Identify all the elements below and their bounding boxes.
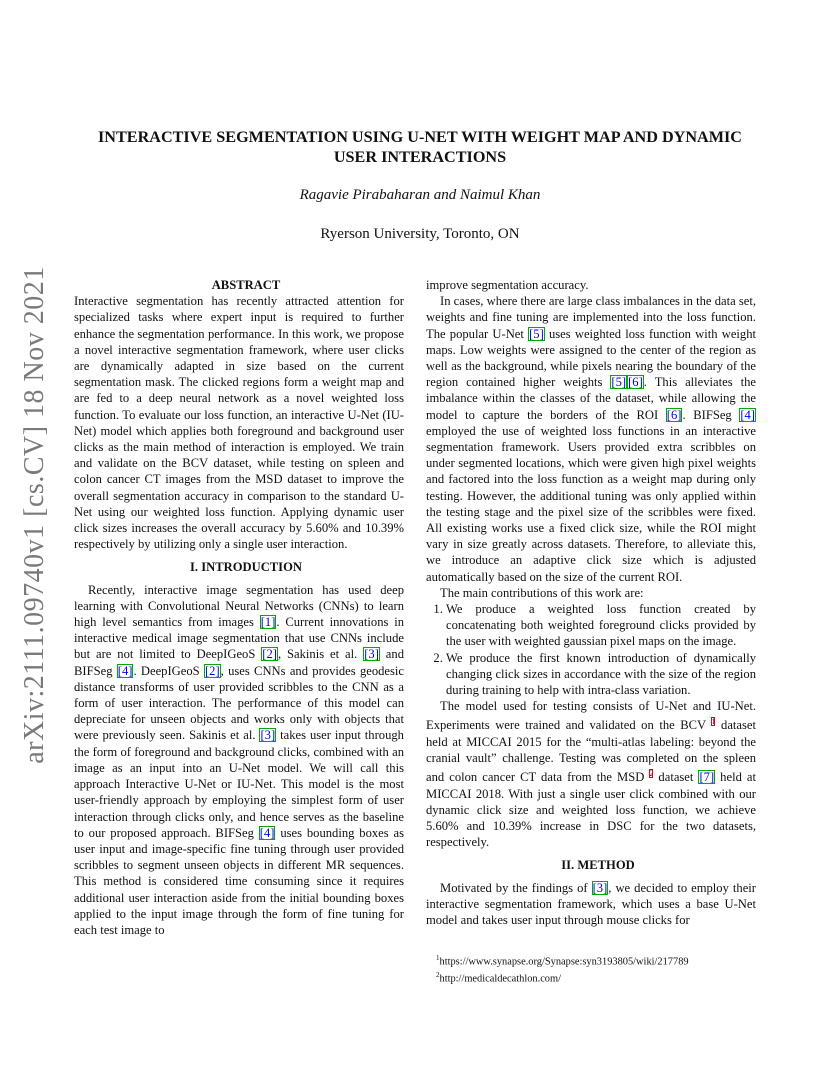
list-item: 2. We produce the first known introduction of dynamically changing click sizes in accordance with the size of the region during training to help with intra-class variation.	[446, 650, 756, 699]
citation-link[interactable]: [1]	[260, 615, 276, 630]
abstract-heading: ABSTRACT	[211, 278, 281, 292]
arxiv-stamp-text: arXiv:2111.09740v1 [cs.CV] 18 Nov 2021	[19, 266, 50, 764]
footnote-link[interactable]: 2	[649, 769, 654, 779]
citation-link[interactable]: [3]	[260, 728, 276, 743]
citation-link[interactable]: [2]	[262, 647, 277, 662]
affiliation: Ryerson University, Toronto, ON	[320, 226, 520, 242]
intro-paragraph-3: The model used for testing consists of U-Net and IU-Net. Experiments were trained and validated on the BCV $^1$ dataset held at MICCAI 2015 for the “multi-atlas labeling: beyond the cranial vault” challenge. Testing was completed on the spleen and colon cancer CT data from the MSD $^2$ dataset [7] held at MICCAI 2018. With just a single user click combined with our dynamic click size and weighted loss function, we achieve 5.60% and 10.39% increase in DSC for the two datasets, respectively.	[426, 699, 757, 850]
footnote-url[interactable]: https://www.synapse.org/Synapse:syn3193805/wiki/217789	[439, 956, 689, 968]
right-column	[426, 277, 756, 928]
citation-link[interactable]: [3]	[364, 647, 379, 662]
citation-link[interactable]: [3]	[592, 880, 608, 895]
intro-paragraph-1-continued: improve segmentation accuracy.	[426, 278, 589, 292]
citation-link[interactable]: [4]	[259, 825, 275, 840]
method-heading: II. METHOD	[561, 858, 635, 873]
footnotes	[436, 952, 689, 986]
citation-link[interactable]: [5]	[529, 326, 544, 341]
citation-link[interactable]: [4]	[740, 407, 755, 422]
citation-link[interactable]: [6]	[628, 375, 643, 390]
citation-link[interactable]: [7]	[699, 770, 715, 785]
citation-link[interactable]: [4]	[117, 663, 133, 678]
method-paragraph-1: Motivated by the findings of [3], we decided to employ their interactive segmentation framework, which uses a base U-Net model and takes user input through mouse clicks for	[426, 880, 756, 928]
abstract-text: Interactive segmentation has recently attracted attention for specialized tasks where expert input is required to further enhance the segmentation performance. In this work, we propose a novel interactive segmentation framework, where user clicks are dynamically adapted in size based on the current segmentation mask. The clicked regions form a weight map and are fed to a deep neural network as a novel weighted loss function. To evaluate our loss function, an interactive U-Net (IU-Net) model which applies both foreground and background user clicks as the main method of interaction is employed. We train and validate on the BCV dataset, while testing on spleen and colon cancer CT images from the MSD dataset to improve the overall segmentation accuracy in comparison to the standard U-Net using our weighted loss function. Applying dynamic user click sizes increases the overall accuracy by 5.60% and 10.39% respectively by utilizing only a single user interaction.	[74, 294, 404, 552]
intro-paragraph-1: Recently, interactive image segmentation has used deep learning with Convolutional Neural Networks (CNNs) to learn high level semantics from images [1]. Current innovations in interactive medical image segmentation that use CNNs include but are not limited to DeepIGeoS [2], Sakinis et al. [3] and BIFSeg [4]. DeepIGeoS [2], uses CNNs and provides geodesic distance transforms of user provided scribbles to the CNN as a form of user interaction. The performance of this model can depreciate for unseen objects and works only with objects that were previously seen. Sakinis et al. [3] takes user input through the form of foreground and background clicks, combined with an image as an input into an U-Net model. We will call this approach Interactive U-Net or IU-Net. This model is the most user-friendly approach by employing the simplest form of user interaction through clicks only, and hence serves as the baseline to our proposed approach. BIFSeg [4] uses bounding boxes as user input and image-specific fine tuning through user provided scribbles to segment unseen objects in different MR sequences. This method is considered time consuming since it requires additional user interaction aside from the initial bounding boxes applied to the input image through the form of fine tuning for each test image to	[74, 582, 405, 937]
footnote-url[interactable]: http://medicaldecathlon.com/	[439, 973, 561, 985]
citation-link[interactable]: [6]	[666, 407, 682, 422]
citation-link[interactable]: [2]	[204, 663, 220, 678]
intro-paragraph-2: In cases, where there are large class imbalances in the data set, weights and fine tuning are implemented into the loss function. The popular U-Net [5] uses weighted loss function with weight maps. Low weights were assigned to the center of the region as well as the background, while pixels nearing the boundary of the region contained higher weights [5] [6]. This alleviates the imbalance within the classes of the dataset, while allowing the model to capture the borders of the ROI [6]. BIFSeg [4] employed the use of weighted loss functions in an interactive segmentation framework. Users provided extra scribbles on under segmented locations, which were given high pixel weights and factored into the loss function as a weight map during only testing. However, the additional tuning was only applied within the testing stage and the pixel size of the scribbles were fixed. All existing works use a fixed click size, while the ROI might vary in size greatly across datasets. Therefore, to alleviate this, we introduce an adaptive click size which is adjusted automatically based on the size of the current ROI.	[426, 294, 756, 584]
list-item: 1. We produce a weighted loss function created by concatenating both weighted foreground clicks provided by the user with weighted gaussian pixel maps on the image.	[446, 601, 756, 650]
footnote-1: $^1$https://www.synapse.org/Synapse:syn3193805/wiki/217789	[436, 954, 689, 968]
intro-heading: I. INTRODUCTION	[190, 560, 302, 575]
citation-link[interactable]: [5]	[611, 375, 627, 390]
contributions-list	[426, 601, 756, 698]
contributions-intro: The main contributions of this work are:	[440, 585, 644, 600]
paper-title	[90, 127, 750, 167]
footnote-2: $^2$http://medicaldecathlon.com/	[436, 971, 561, 985]
left-column	[74, 277, 404, 938]
arxiv-stamp	[19, 266, 50, 764]
footnote-link[interactable]: 1	[711, 717, 716, 727]
title-line-1: INTERACTIVE SEGMENTATION USING U-NET WITH WEIGHT MAP AND DYNAMIC	[97, 128, 742, 146]
title-line-2: USER INTERACTIONS	[333, 148, 507, 166]
authors: Ragavie Pirabaharan and Naimul Khan	[299, 187, 541, 203]
